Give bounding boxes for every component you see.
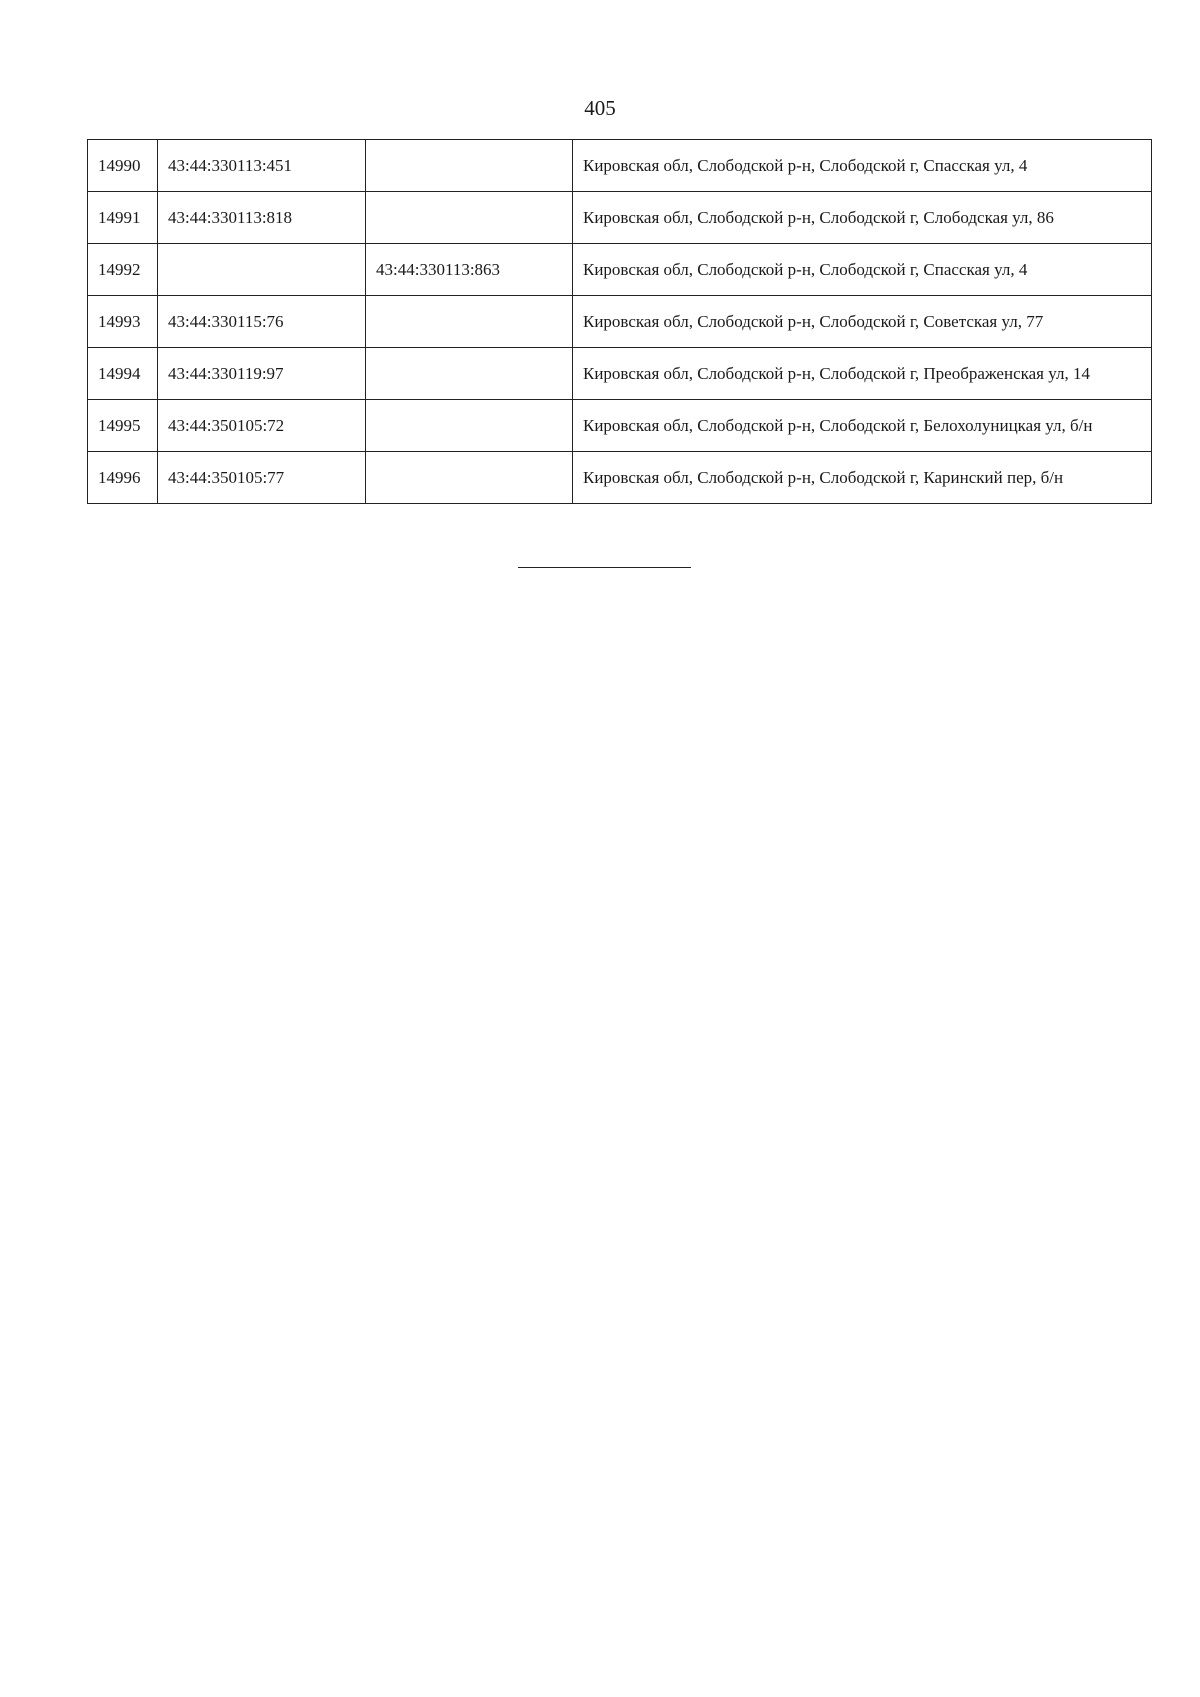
cadastral-number: 43:44:330119:97 xyxy=(158,348,366,400)
cadastral-number-inside xyxy=(366,192,573,244)
address: Кировская обл, Слободской р-н, Слободской г, Каринский пер, б/н xyxy=(573,452,1152,504)
table-row xyxy=(88,244,1152,296)
cadastral-number-inside xyxy=(366,140,573,192)
address: Кировская обл, Слободской р-н, Слободской г, Белохолуницкая ул, б/н xyxy=(573,400,1152,452)
address: Кировская обл, Слободской р-н, Слободской г, Советская ул, 77 xyxy=(573,296,1152,348)
table-row xyxy=(88,400,1152,452)
row-number: 14990 xyxy=(88,140,158,192)
cadastral-number: 43:44:330113:451 xyxy=(158,140,366,192)
table-row xyxy=(88,296,1152,348)
row-number: 14995 xyxy=(88,400,158,452)
row-number: 14996 xyxy=(88,452,158,504)
row-number: 14993 xyxy=(88,296,158,348)
cadastral-number-inside: 43:44:330113:863 xyxy=(366,244,573,296)
table-row xyxy=(88,348,1152,400)
cadastral-number: 43:44:350105:77 xyxy=(158,452,366,504)
page-number: 405 xyxy=(584,96,616,120)
cadastral-number: 43:44:350105:72 xyxy=(158,400,366,452)
end-divider-line xyxy=(518,567,691,568)
cadastral-number-inside xyxy=(366,296,573,348)
cadastral-number: 43:44:330115:76 xyxy=(158,296,366,348)
cadastral-number: 43:44:330113:818 xyxy=(158,192,366,244)
cadastral-number-inside xyxy=(366,400,573,452)
cadastral-number xyxy=(158,244,366,296)
table-row xyxy=(88,192,1152,244)
address: Кировская обл, Слободской р-н, Слободской г, Преображенская ул, 14 xyxy=(573,348,1152,400)
address: Кировская обл, Слободской р-н, Слободской г, Слободская ул, 86 xyxy=(573,192,1152,244)
registry-table xyxy=(87,139,1152,504)
table-row xyxy=(88,140,1152,192)
row-number: 14991 xyxy=(88,192,158,244)
table-row xyxy=(88,452,1152,504)
row-number: 14994 xyxy=(88,348,158,400)
address: Кировская обл, Слободской р-н, Слободской г, Спасская ул, 4 xyxy=(573,244,1152,296)
cadastral-number-inside xyxy=(366,452,573,504)
cadastral-number-inside xyxy=(366,348,573,400)
row-number: 14992 xyxy=(88,244,158,296)
address: Кировская обл, Слободской р-н, Слободской г, Спасская ул, 4 xyxy=(573,140,1152,192)
